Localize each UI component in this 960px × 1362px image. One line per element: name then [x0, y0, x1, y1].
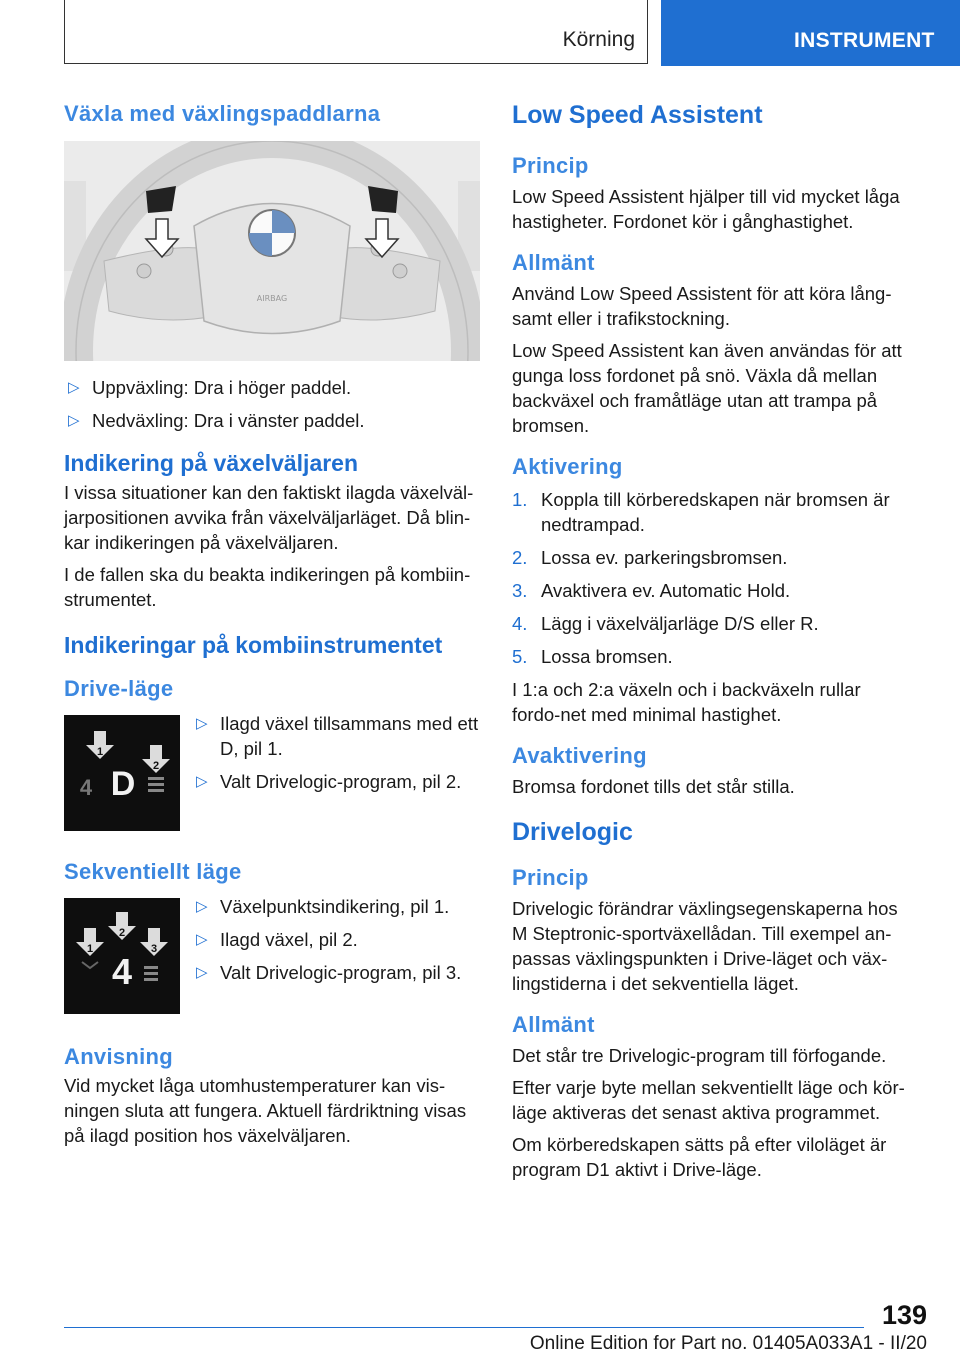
steering-wheel-figure: [64, 141, 480, 361]
right-column: [512, 100, 914, 1182]
bullet-triangle-icon: ▷: [196, 773, 208, 790]
lsa-after-steps-text: I 1:a och 2:a växeln och i backväxeln rullar fordo-net med minimal hastighet.: [512, 679, 861, 725]
sequential-bullet-1: ▷ Växelpunktsindikering, pil 1.: [192, 894, 480, 919]
sequential-mode-heading: Sekventiellt läge: [64, 859, 242, 884]
lsa-deactivation-heading: Avaktivering: [512, 743, 647, 768]
airbag-label: AIRBAG: [256, 294, 288, 303]
page-number: 139: [881, 1300, 927, 1330]
svg-text:4: 4: [79, 775, 93, 800]
footer-divider: [64, 1327, 864, 1328]
svg-text:D: D: [110, 765, 136, 803]
drivelogic-general-paragraph-2: Efter varje byte mellan sekventiellt läge och kör-läge aktiveras det senast aktiva programmet.: [512, 1077, 905, 1123]
svg-text:1: 1: [96, 746, 104, 758]
lsa-principle-text: Low Speed Assistent hjälper till vid mycket låga hastigheter. Fordonet kör i gånghastighet.: [512, 186, 900, 232]
bullet-triangle-icon: ▷: [196, 964, 208, 981]
paddles-bullet-1: ▷ Uppväxling: Dra i höger paddel.: [64, 375, 480, 400]
chapter-tab[interactable]: INSTRUMENT: [661, 0, 960, 66]
svg-text:1: 1: [86, 943, 94, 955]
cluster-heading: Indikeringar på kombiinstrumentet: [64, 632, 443, 658]
drive-mode-row: [64, 715, 480, 831]
drive-bullet-1: ▷ Ilagd växel tillsammans med ett D, pil 1.: [192, 711, 480, 761]
edition-footer: Online Edition for Part no. 01405A033A1 - II/20: [529, 1333, 927, 1354]
selector-paragraph-2: I de fallen ska du beakta indikeringen på kombiin-strumentet.: [64, 564, 471, 610]
bullet-triangle-icon: ▷: [196, 898, 208, 915]
sequential-bullet-3: ▷ Valt Drivelogic-program, pil 3.: [192, 960, 480, 985]
drive-mode-heading: Drive-läge: [64, 676, 174, 701]
lsa-deactivation-text: Bromsa fordonet tills det står stilla.: [512, 776, 795, 797]
drivelogic-principle-text: Drivelogic förändrar växlingsegenskaperna hos M Steptronic-sportväxellådan. Till exempel an-passas växlingspunkten i Drive-läget och väx-lingstiderna i det sekventiella läget.: [512, 898, 898, 994]
sequential-bullet-2: ▷ Ilagd växel, pil 2.: [192, 927, 480, 952]
bullet-triangle-icon: ▷: [68, 412, 80, 429]
sequential-mode-row: [64, 898, 480, 1014]
activation-step-4: 4. Lägg i växelväljarläge D/S eller R.: [512, 613, 819, 634]
left-column: [64, 100, 480, 1148]
bullet-triangle-icon: ▷: [196, 715, 208, 732]
note-text: Vid mycket låga utomhustemperaturer kan vis-ningen sluta att fungera. Aktuell färdriktning visas på ilagd position hos växelväljaren.: [64, 1075, 467, 1146]
svg-text:2: 2: [152, 760, 160, 772]
drivelogic-principle-heading: Princip: [512, 865, 589, 890]
note-heading: Anvisning: [64, 1044, 174, 1069]
section-title: Körning: [562, 28, 635, 51]
lsa-activation-heading: Aktivering: [512, 454, 623, 479]
header-box: [64, 0, 648, 64]
svg-text:3: 3: [150, 943, 158, 955]
drive-mode-display-image: [64, 715, 180, 831]
lsa-general-heading: Allmänt: [512, 250, 595, 275]
activation-step-3: 3. Avaktivera ev. Automatic Hold.: [512, 580, 791, 601]
activation-step-5: 5. Lossa bromsen.: [512, 646, 673, 667]
svg-text:4: 4: [111, 951, 133, 992]
sequential-mode-display-image: [64, 898, 180, 1014]
lsa-general-paragraph-2: Low Speed Assistent kan även användas för att gunga loss fordonet på snö. Växla då mellan backväxel och framåtläge utan att trampa på bromsen.: [512, 340, 902, 436]
lsa-general-paragraph-1: Använd Low Speed Assistent för att köra lång-samt eller i trafikstockning.: [512, 283, 892, 329]
bullet-triangle-icon: ▷: [68, 379, 80, 396]
paddles-bullet-2: ▷ Nedväxling: Dra i vänster paddel.: [64, 408, 480, 433]
svg-text:2: 2: [118, 927, 126, 939]
selector-paragraph-1: I vissa situationer kan den faktiskt ilagda växelväl-jarpositionen avvika från växelväljarläget. Då blin-kar indikeringen på växelväljaren.: [64, 482, 474, 553]
drive-bullet-2: ▷ Valt Drivelogic-program, pil 2.: [192, 769, 480, 794]
drivelogic-general-heading: Allmänt: [512, 1012, 595, 1037]
activation-step-1: 1. Koppla till körberedskapen när bromsen är nedtrampad.: [512, 489, 890, 535]
paddles-heading: Växla med växlingspaddlarna: [64, 101, 381, 126]
lsa-principle-heading: Princip: [512, 153, 589, 178]
selector-heading: Indikering på växelväljaren: [64, 450, 359, 476]
drivelogic-heading: Drivelogic: [512, 818, 633, 846]
drivelogic-general-paragraph-3: Om körberedskapen sätts på efter viloläget är program D1 aktivt i Drive-läge.: [512, 1134, 887, 1180]
bullet-triangle-icon: ▷: [196, 931, 208, 948]
activation-step-2: 2. Lossa ev. parkeringsbromsen.: [512, 547, 788, 568]
drivelogic-general-paragraph-1: Det står tre Drivelogic-program till förfogande.: [512, 1045, 887, 1066]
lsa-heading: Low Speed Assistent: [512, 101, 763, 129]
